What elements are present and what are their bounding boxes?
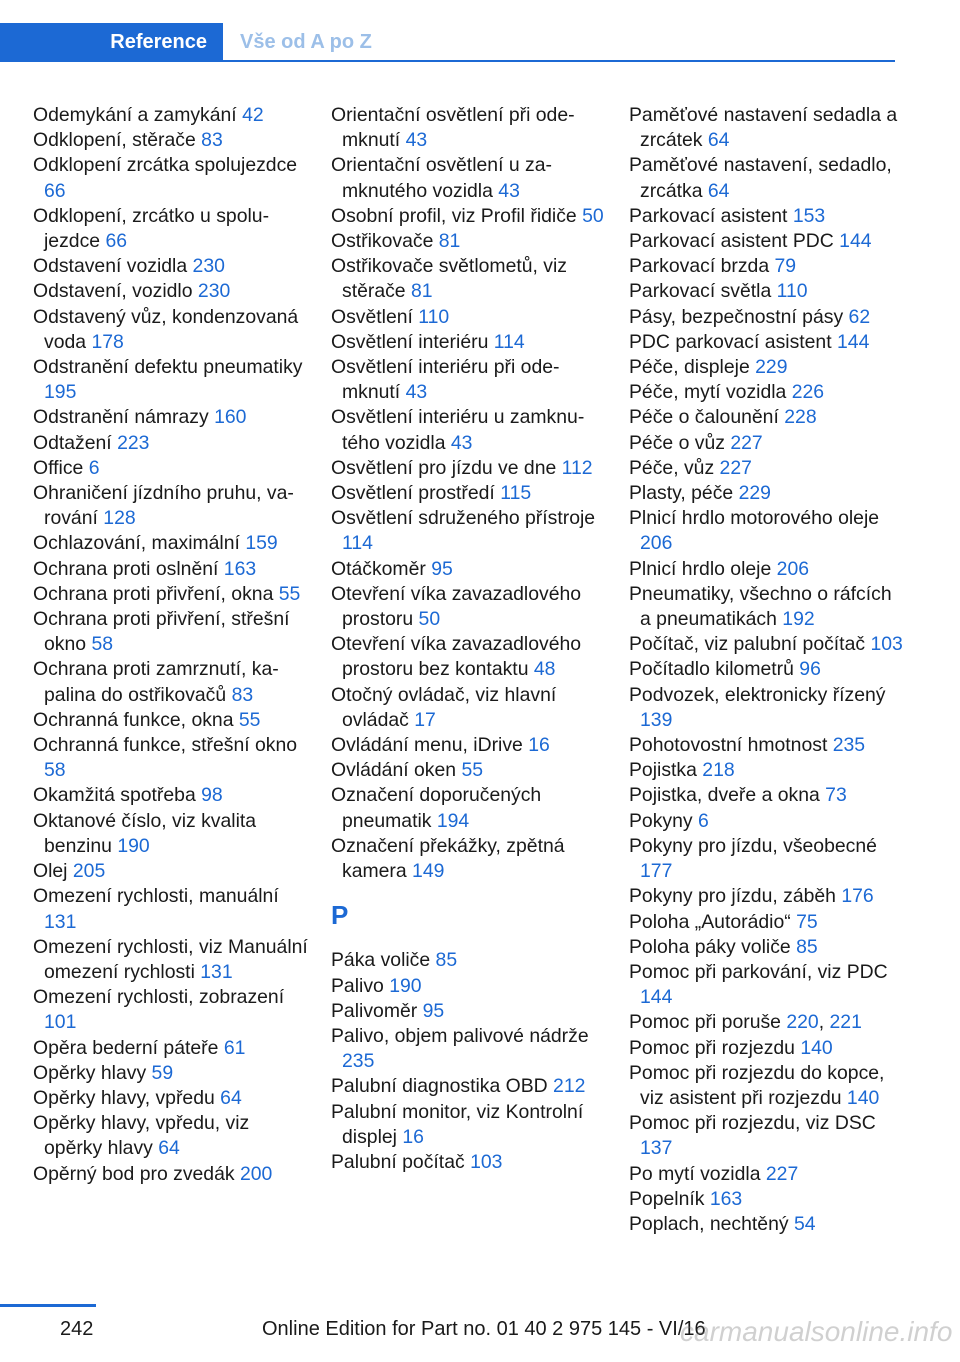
index-term: Péče o vůz bbox=[629, 431, 731, 454]
index-term: Ovládání menu, iDrive bbox=[331, 734, 529, 757]
index-term: Odstranění defektu pneumatiky bbox=[33, 356, 303, 379]
index-term: Odstavený vůz, kondenzovaná voda bbox=[33, 305, 299, 353]
index-term: Parkovací asistent PDC bbox=[629, 230, 840, 253]
index-entry bbox=[33, 708, 311, 733]
page-reference-link[interactable]: 200 bbox=[239, 1162, 273, 1185]
page-reference-link[interactable]: 149 bbox=[412, 860, 445, 883]
page-reference-link[interactable]: 190 bbox=[117, 834, 150, 857]
index-term: Plnicí hrdlo motorového oleje bbox=[629, 507, 880, 530]
page-reference-link[interactable]: 58 bbox=[91, 633, 114, 656]
index-entry bbox=[33, 1061, 311, 1086]
section-letter: P bbox=[331, 900, 349, 931]
index-entry bbox=[629, 557, 907, 582]
index-entry bbox=[33, 481, 311, 531]
index-entry bbox=[629, 683, 907, 733]
index-entry: Pomoc při poruše 220, 221 bbox=[629, 1011, 862, 1034]
page-reference-link[interactable]: 103 bbox=[870, 633, 903, 656]
page-reference-link[interactable]: 218 bbox=[702, 759, 735, 782]
page-reference-link[interactable]: 16 bbox=[528, 734, 550, 757]
page-reference-link[interactable]: 81 bbox=[438, 230, 461, 253]
page-reference-link[interactable]: 153 bbox=[792, 204, 826, 227]
index-term: Parkovací asistent bbox=[629, 204, 793, 227]
header-divider bbox=[0, 60, 895, 62]
page-reference-link[interactable]: 205 bbox=[72, 860, 106, 883]
index-entry bbox=[629, 305, 907, 330]
page-reference-link[interactable]: 230 bbox=[197, 280, 231, 303]
index-entry bbox=[33, 355, 311, 405]
index-term: Ostřikovače bbox=[331, 230, 439, 253]
index-entry bbox=[33, 279, 311, 304]
page-reference-link[interactable]: 55 bbox=[461, 759, 484, 782]
index-entry bbox=[331, 783, 609, 833]
page-reference-link[interactable]: 230 bbox=[192, 255, 225, 278]
index-term: Ochrana proti zamrznutí, kapalina do ostřikovačů bbox=[33, 658, 279, 706]
index-entry bbox=[331, 506, 609, 556]
index-entry bbox=[331, 456, 609, 481]
index-term: Palubní počítač bbox=[331, 1150, 471, 1173]
index-term: Poloha „Autorádio“ bbox=[629, 910, 797, 933]
page-reference-link[interactable]: 223 bbox=[117, 431, 150, 454]
index-entry bbox=[331, 999, 609, 1024]
tab-reference-label: Reference bbox=[110, 31, 207, 53]
page-reference-link[interactable]: 43 bbox=[405, 129, 428, 152]
page-reference-link[interactable]: 42 bbox=[242, 104, 264, 126]
index-term: Palubní diagnostika OBD bbox=[331, 1075, 554, 1098]
page-reference-link[interactable]: 66 bbox=[44, 179, 66, 202]
index-term: Ovládání oken bbox=[331, 759, 462, 782]
edition-note: Online Edition for Part no. 01 40 2 975 145 - VI/16 bbox=[262, 1318, 706, 1340]
page-reference-link[interactable]: 103 bbox=[470, 1150, 503, 1173]
index-entry bbox=[33, 859, 311, 884]
index-term: Pomoc při rozjezdu do kopce, viz asistent při rozjezdu bbox=[629, 1061, 885, 1109]
index-term: Počítač, viz palubní počítač bbox=[629, 633, 871, 656]
index-term: Parkovací světla bbox=[629, 280, 777, 303]
index-entry bbox=[629, 355, 907, 380]
index-entry bbox=[331, 103, 609, 153]
index-entry bbox=[629, 380, 907, 405]
index-entry bbox=[629, 431, 907, 456]
index-term: Ochranná funkce, okna bbox=[33, 708, 239, 731]
page-reference-link[interactable]: 178 bbox=[91, 330, 124, 353]
index-term: Osvětlení bbox=[331, 305, 419, 328]
index-term: Palivoměr bbox=[331, 999, 423, 1022]
index-entry bbox=[629, 1187, 907, 1212]
index-term: Otáčkoměr bbox=[331, 557, 432, 580]
index-term: Pohotovostní hmotnost bbox=[629, 734, 833, 757]
page-reference-link[interactable]: 6 bbox=[88, 456, 100, 479]
index-entry bbox=[33, 204, 311, 254]
page-reference-link[interactable]: 95 bbox=[431, 557, 453, 580]
index-entry bbox=[33, 254, 311, 279]
index-term: Odklopení, stěrače bbox=[33, 129, 202, 152]
index-term: Opěrky hlavy, vpředu bbox=[33, 1086, 221, 1109]
index-entry bbox=[629, 834, 907, 884]
page-reference-link[interactable]: 83 bbox=[201, 129, 223, 152]
page-reference-link[interactable]: 62 bbox=[848, 305, 871, 328]
page-reference-link[interactable]: 43 bbox=[405, 381, 428, 404]
index-term: Osvětlení interiéru u zamknutého vozidla bbox=[331, 406, 585, 454]
index-entry bbox=[33, 985, 311, 1035]
index-term: Označení překážky, zpětná kamera bbox=[331, 834, 565, 883]
page-reference-link[interactable]: 144 bbox=[640, 986, 673, 1009]
index-entry bbox=[33, 1036, 311, 1061]
page-reference-link[interactable]: 64 bbox=[707, 179, 730, 202]
index-term: Palivo, objem palivové nádrže bbox=[331, 1024, 589, 1047]
index-term: Osvětlení pro jízdu ve dne bbox=[331, 456, 562, 479]
page-reference-link[interactable]: 96 bbox=[799, 658, 821, 681]
index-entry bbox=[33, 607, 311, 657]
index-entry bbox=[33, 456, 311, 481]
page-reference-link[interactable]: 163 bbox=[709, 1187, 743, 1210]
watermark: carmanualsonline.info bbox=[680, 1316, 953, 1347]
page-reference-link[interactable]: 159 bbox=[245, 532, 278, 555]
index-term: Plasty, péče bbox=[629, 482, 739, 505]
page-reference-link[interactable]: 227 bbox=[719, 456, 752, 479]
page-reference-link[interactable]: 176 bbox=[841, 885, 874, 908]
index-term: Odklopení zrcátka spolujezdce bbox=[33, 154, 298, 177]
page-reference-link[interactable]: 83 bbox=[231, 683, 254, 706]
index-term: Osobní profil, viz Profil řidiče bbox=[331, 204, 583, 227]
index-entry bbox=[33, 935, 311, 985]
index-column-2 bbox=[331, 103, 609, 1175]
page-reference-link[interactable]: 110 bbox=[776, 280, 808, 303]
index-entry bbox=[331, 254, 609, 304]
page-reference-link[interactable]: 235 bbox=[832, 734, 866, 757]
index-entry bbox=[629, 153, 907, 203]
page-reference-link[interactable]: 54 bbox=[793, 1212, 816, 1235]
index-entry bbox=[629, 204, 907, 229]
index-entry bbox=[33, 305, 311, 355]
page-reference-link[interactable]: 194 bbox=[436, 809, 470, 832]
index-entry bbox=[629, 279, 907, 304]
index-entry bbox=[629, 1036, 907, 1061]
index-term: Osvětlení prostředí bbox=[331, 482, 501, 505]
index-entry bbox=[331, 405, 609, 455]
index-entry bbox=[33, 531, 311, 556]
index-entry bbox=[629, 1212, 907, 1237]
page-reference-link[interactable]: 114 bbox=[342, 532, 373, 555]
page-reference-link[interactable]: 59 bbox=[151, 1061, 174, 1084]
index-term: Pomoc při rozjezdu bbox=[629, 1036, 801, 1059]
index-entry bbox=[629, 1061, 907, 1111]
page-reference-link[interactable]: 43 bbox=[450, 431, 473, 454]
index-entry bbox=[33, 431, 311, 456]
page-reference-link[interactable]: 75 bbox=[796, 910, 818, 933]
page-reference-link[interactable]: 6 bbox=[697, 809, 709, 832]
index-entry bbox=[629, 1162, 907, 1187]
index-entry bbox=[331, 153, 609, 203]
index-entry bbox=[331, 229, 609, 254]
index-term: Otočný ovládač, viz hlavní ovládač bbox=[331, 683, 557, 731]
footer-divider bbox=[0, 1304, 96, 1307]
page-reference-link[interactable]: 95 bbox=[422, 999, 445, 1022]
index-entry bbox=[331, 1074, 609, 1099]
index-term: Odklopení, zrcátko u spolujezdce bbox=[33, 204, 270, 253]
page-reference-link[interactable]: 17 bbox=[414, 708, 436, 731]
index-entry bbox=[33, 128, 311, 153]
index-term: Pokyny pro jízdu, záběh bbox=[629, 885, 842, 908]
page-reference-link[interactable]: 226 bbox=[791, 381, 825, 404]
index-entry bbox=[629, 254, 907, 279]
page-reference-link[interactable]: 112 bbox=[561, 456, 593, 479]
page-reference-link[interactable]: 192 bbox=[782, 608, 815, 631]
index-entry bbox=[629, 783, 907, 808]
index-term: Office bbox=[33, 456, 89, 479]
page-reference-link[interactable]: 64 bbox=[707, 129, 730, 152]
index-term: Plnicí hrdlo oleje bbox=[629, 557, 777, 580]
index-term: Pokyny pro jízdu, všeobecné bbox=[629, 834, 877, 857]
page-reference-link[interactable]: 50 bbox=[418, 608, 441, 631]
index-entry bbox=[331, 948, 609, 973]
index-entry bbox=[33, 783, 311, 808]
index-entry bbox=[629, 935, 907, 960]
index-entry bbox=[331, 1024, 609, 1074]
index-entry bbox=[331, 733, 609, 758]
page-reference-link[interactable]: 163 bbox=[223, 557, 257, 580]
index-entry bbox=[629, 582, 907, 632]
tab-reference[interactable] bbox=[0, 23, 223, 62]
page-reference-link[interactable]: 128 bbox=[103, 507, 136, 530]
page-reference-link[interactable]: 43 bbox=[498, 179, 520, 202]
index-term: Páka voliče bbox=[331, 949, 436, 972]
page-reference-link[interactable]: 55 bbox=[238, 708, 261, 731]
index-term: Podvozek, elektronicky řízený bbox=[629, 683, 886, 706]
page-reference-link[interactable]: 221 bbox=[829, 1011, 862, 1034]
index-entry bbox=[629, 506, 907, 556]
index-entry bbox=[629, 632, 907, 657]
page-reference-link[interactable]: 79 bbox=[774, 255, 797, 278]
index-entry bbox=[629, 758, 907, 783]
page-reference-link[interactable]: 190 bbox=[389, 974, 422, 997]
tab-a-to-z-label: Vše od A po Z bbox=[240, 31, 372, 53]
index-column-3 bbox=[629, 103, 907, 1237]
page-reference-link[interactable]: 195 bbox=[44, 381, 77, 404]
index-term: Parkovací brzda bbox=[629, 255, 775, 278]
page-reference-link[interactable]: 137 bbox=[640, 1137, 673, 1160]
index-term: Pásy, bezpečnostní pásy bbox=[629, 305, 849, 328]
index-entry bbox=[33, 733, 311, 783]
index-term: Pomoc při rozjezdu, viz DSC bbox=[629, 1112, 876, 1135]
index-term: Otevření víka zavazadlového prostoru bez kontaktu bbox=[331, 633, 582, 681]
index-term: Orientační osvětlení při odemknutí bbox=[331, 104, 575, 152]
page-reference-link[interactable]: 131 bbox=[200, 960, 233, 983]
index-entry bbox=[629, 405, 907, 430]
index-term: Péče, displeje bbox=[629, 356, 756, 379]
index-term: Osvětlení sdruženého přístroje bbox=[331, 507, 596, 530]
page-reference-link[interactable]: 114 bbox=[493, 330, 525, 353]
page-reference-link[interactable]: 206 bbox=[776, 557, 810, 580]
page-reference-link[interactable]: 144 bbox=[837, 330, 870, 353]
index-term: Po mytí vozidla bbox=[629, 1162, 766, 1185]
page-number: 242 bbox=[60, 1318, 94, 1340]
index-term: Opěrky hlavy, vpředu, viz opěrky hlavy bbox=[33, 1112, 250, 1160]
index-entry bbox=[331, 683, 609, 733]
page-reference-link[interactable]: 227 bbox=[765, 1162, 799, 1185]
index-term: Pomoc při poruše bbox=[629, 1011, 787, 1034]
page-reference-link[interactable]: 144 bbox=[839, 230, 872, 253]
index-term: Palubní monitor, viz Kontrolní displej bbox=[331, 1100, 584, 1148]
page-reference-link[interactable]: 48 bbox=[533, 658, 556, 681]
index-entry bbox=[33, 405, 311, 430]
index-entry bbox=[331, 481, 609, 506]
page-reference-link[interactable]: 235 bbox=[342, 1050, 375, 1073]
index-entry bbox=[331, 834, 609, 884]
index-term: Omezení rychlosti, viz Manuální omezení rychlosti bbox=[33, 935, 308, 983]
index-term: Odemykání a zamykání bbox=[33, 104, 243, 126]
index-term: Ochlazování, maximální bbox=[33, 532, 246, 555]
page-reference-link[interactable]: 229 bbox=[738, 482, 771, 505]
index-entry bbox=[629, 910, 907, 935]
index-entry bbox=[331, 305, 609, 330]
index-entry bbox=[33, 103, 311, 128]
index-entry bbox=[629, 456, 907, 481]
index-term: Opěrky hlavy bbox=[33, 1061, 152, 1084]
index-term: Paměťové nastavení, sedadlo, zrcátka bbox=[629, 154, 892, 202]
page-reference-link[interactable]: 85 bbox=[796, 935, 818, 958]
page-reference-link[interactable]: 227 bbox=[730, 431, 763, 454]
index-entry bbox=[33, 153, 311, 203]
index-term: Ochrana proti přivření, okna bbox=[33, 582, 279, 605]
index-term: Pneumatiky, všechno o ráfcích a pneumatikách bbox=[629, 582, 892, 631]
page-reference-link[interactable]: 98 bbox=[201, 784, 223, 807]
index-entry bbox=[331, 557, 609, 582]
page-reference-link[interactable]: 58 bbox=[44, 759, 66, 782]
index-term: Opěrný bod pro zvedák bbox=[33, 1162, 240, 1185]
page-reference-link[interactable]: 64 bbox=[220, 1086, 242, 1109]
page-reference-link[interactable]: 64 bbox=[158, 1137, 180, 1160]
index-term: Osvětlení interiéru bbox=[331, 330, 494, 353]
index-term: Označení doporučených pneumatik bbox=[331, 784, 542, 832]
index-term: Paměťové nastavení sedadla a zrcátek bbox=[629, 104, 898, 152]
index-term: Péče, vůz bbox=[629, 456, 720, 479]
index-term: Poplach, nechtěný bbox=[629, 1212, 794, 1235]
index-entry bbox=[629, 1111, 907, 1161]
index-entry bbox=[33, 582, 311, 607]
index-term: Otevření víka zavazadlového prostoru bbox=[331, 582, 582, 631]
index-entry bbox=[33, 809, 311, 859]
index-entry bbox=[331, 355, 609, 405]
index-entry bbox=[629, 884, 907, 909]
page-reference-link[interactable]: 85 bbox=[435, 949, 458, 972]
index-entry bbox=[629, 330, 907, 355]
tab-a-to-z[interactable] bbox=[240, 23, 372, 62]
index-entry bbox=[629, 657, 907, 682]
page-reference-link[interactable]: 140 bbox=[800, 1036, 833, 1059]
index-entry bbox=[331, 1150, 609, 1175]
page-reference-link[interactable]: 228 bbox=[784, 406, 817, 429]
index-entry bbox=[33, 1162, 311, 1187]
page-reference-link[interactable]: 139 bbox=[640, 708, 673, 731]
page-reference-link[interactable]: 131 bbox=[44, 910, 77, 933]
page-reference-link[interactable]: 140 bbox=[846, 1086, 880, 1109]
index-entry bbox=[629, 809, 907, 834]
index-entry bbox=[33, 1086, 311, 1111]
index-term: Opěra bederní páteře bbox=[33, 1036, 224, 1059]
index-entry bbox=[629, 733, 907, 758]
index-term: Olej bbox=[33, 860, 73, 883]
page-reference-link[interactable]: 160 bbox=[214, 406, 247, 429]
index-entry bbox=[33, 557, 311, 582]
index-entry bbox=[629, 481, 907, 506]
index-entry bbox=[331, 632, 609, 682]
index-term: Počítadlo kilometrů bbox=[629, 658, 800, 681]
page-reference-link[interactable]: 229 bbox=[755, 356, 788, 379]
page-reference-link[interactable]: 50 bbox=[582, 204, 604, 227]
index-entry bbox=[33, 1111, 311, 1161]
page-reference-link[interactable]: 16 bbox=[402, 1125, 424, 1148]
index-term: Poloha páky voliče bbox=[629, 935, 797, 958]
index-term: Ohraničení jízdního pruhu, varování bbox=[33, 482, 294, 530]
index-entry bbox=[33, 657, 311, 707]
page-reference-link[interactable]: 110 bbox=[418, 305, 450, 328]
page-reference-link[interactable]: 61 bbox=[223, 1036, 246, 1059]
index-term: Orientační osvětlení u zamknutého vozidla bbox=[331, 154, 552, 202]
page-reference-link[interactable]: 115 bbox=[500, 482, 532, 505]
index-term: Popelník bbox=[629, 1187, 710, 1210]
index-entry bbox=[331, 1100, 609, 1150]
index-term: Ochrana proti oslnění bbox=[33, 557, 224, 580]
index-term: Pomoc při parkování, viz PDC bbox=[629, 960, 888, 983]
page-reference-link[interactable]: 81 bbox=[410, 280, 433, 303]
index-term: Pojistka bbox=[629, 759, 703, 782]
index-term: Pojistka, dveře a okna bbox=[629, 784, 826, 807]
index-entry bbox=[331, 204, 609, 229]
index-entry bbox=[331, 974, 609, 999]
page-reference-link[interactable]: 220 bbox=[786, 1011, 819, 1034]
page-reference-link[interactable]: 73 bbox=[825, 784, 847, 807]
index-entry bbox=[33, 884, 311, 934]
index-term: Péče, mytí vozidla bbox=[629, 381, 792, 404]
page-reference-link[interactable]: 206 bbox=[640, 532, 673, 555]
index-entry bbox=[629, 103, 907, 153]
page-reference-link[interactable]: 177 bbox=[640, 860, 673, 883]
index-entry bbox=[331, 582, 609, 632]
index-term: Odstranění námrazy bbox=[33, 406, 215, 429]
index-term: Odtažení bbox=[33, 431, 118, 454]
index-term: Osvětlení interiéru při odemknutí bbox=[331, 356, 560, 404]
page-reference-link[interactable]: 66 bbox=[105, 230, 128, 253]
index-term: Odstavení vozidla bbox=[33, 255, 193, 278]
index-term: Omezení rychlosti, zobrazení bbox=[33, 986, 285, 1009]
index-term: Okamžitá spotřeba bbox=[33, 784, 202, 807]
index-entry bbox=[331, 758, 609, 783]
page-reference-link[interactable]: 101 bbox=[44, 1011, 77, 1034]
index-column-1 bbox=[33, 103, 311, 1187]
index-term: Omezení rychlosti, manuální bbox=[33, 885, 279, 908]
index-entry bbox=[629, 229, 907, 254]
page-reference-link[interactable]: 55 bbox=[278, 582, 301, 605]
index-term: PDC parkovací asistent bbox=[629, 330, 837, 353]
index-entry bbox=[629, 960, 907, 1010]
page-reference-link[interactable]: 212 bbox=[553, 1075, 586, 1098]
index-term: Pokyny bbox=[629, 809, 698, 832]
index-term: Palivo bbox=[331, 974, 390, 997]
index-term: Oktanové číslo, viz kvalita benzinu bbox=[33, 809, 257, 857]
index-term: Ochrana proti přivření, střešní okno bbox=[33, 608, 290, 656]
index-term: Odstavení, vozidlo bbox=[33, 280, 198, 303]
index-term: Ostřikovače světlometů, viz stěrače bbox=[331, 255, 567, 303]
index-term: Ochranná funkce, střešní okno bbox=[33, 734, 298, 757]
index-term: Péče o čalounění bbox=[629, 406, 785, 429]
index-entry bbox=[331, 330, 609, 355]
